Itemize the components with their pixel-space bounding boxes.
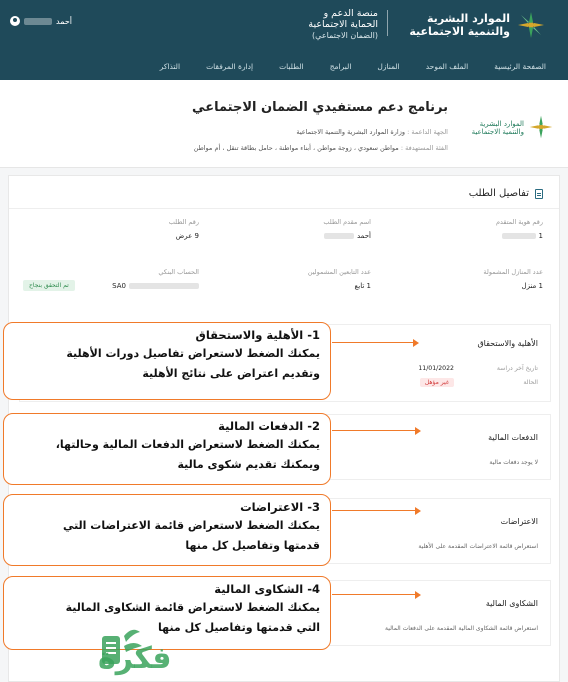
applicant-id-value bbox=[496, 232, 543, 240]
brand-separator bbox=[387, 10, 388, 36]
platform-brand bbox=[308, 8, 378, 41]
callout-title: 2- الدفعات المالية bbox=[218, 419, 320, 433]
callout-line: قدمتها وتفاصيل كل منها bbox=[185, 539, 320, 552]
entity-label: الجهة الداعمة : bbox=[407, 128, 448, 136]
fikra-watermark-logo bbox=[6, 622, 172, 678]
bank-label: الحساب البنكي bbox=[158, 268, 199, 276]
request-no-label: رقم الطلب bbox=[168, 218, 199, 226]
homes-label: عدد المنازل المشمولة bbox=[483, 268, 543, 276]
applicant-name-label: اسم مقدم الطلب bbox=[323, 218, 371, 226]
eligibility-date-value: 11/01/2022 bbox=[418, 365, 454, 372]
card-title: تفاصيل الطلب bbox=[468, 188, 529, 199]
verified-badge: تم التحقق بنجاح bbox=[23, 280, 75, 291]
callout-payments bbox=[3, 413, 331, 485]
platform-line-2: الحماية الاجتماعية bbox=[308, 19, 378, 30]
field-bank-account bbox=[112, 268, 199, 290]
callout-arrow bbox=[332, 430, 416, 431]
nav-homes[interactable]: المنازل bbox=[377, 62, 400, 71]
brand-line-2: والتنمية الاجتماعية bbox=[409, 25, 510, 38]
field-request-no bbox=[169, 218, 199, 240]
eligibility-date-label: تاريخ آخر دراسة bbox=[496, 365, 538, 372]
callout-line: يمكنك الضغط لاستعراض قائمة الشكاوى المالية bbox=[65, 601, 320, 614]
program-brand bbox=[464, 120, 524, 136]
payments-text: لا يوجد دفعات مالية bbox=[489, 459, 538, 466]
eligibility-status-label: الحالة bbox=[523, 379, 538, 386]
callout-arrow bbox=[332, 342, 414, 343]
callout-arrow bbox=[332, 594, 416, 595]
request-no-value: 9 عرض bbox=[175, 232, 199, 240]
user-name: أحمد bbox=[56, 16, 72, 26]
card-divider bbox=[9, 208, 559, 209]
program-header bbox=[0, 80, 568, 168]
nav-requests[interactable]: الطلبات bbox=[279, 62, 304, 71]
eligibility-title: الأهلية والاستحقاق bbox=[477, 339, 538, 348]
bank-text: SA0 bbox=[112, 282, 126, 290]
callout-arrow bbox=[332, 510, 416, 511]
nav-home[interactable]: الصفحة الرئيسية bbox=[494, 62, 546, 71]
callout-objections bbox=[3, 494, 331, 566]
program-logo-icon bbox=[528, 114, 554, 140]
platform-sub: (الضمان الاجتماعي) bbox=[312, 31, 378, 40]
payments-title: الدفعات المالية bbox=[488, 433, 538, 442]
redacted-bar bbox=[502, 233, 536, 239]
applicant-id-text: 1 bbox=[538, 232, 543, 240]
bank-value bbox=[112, 282, 199, 290]
target-value: مواطن سعودي ، زوجة مواطن ، أبناء مواطنة ، حامل بطاقة تنقل ، أم مواطن bbox=[193, 144, 399, 152]
brand-line-1: الموارد البشرية bbox=[427, 12, 510, 25]
top-header bbox=[0, 0, 568, 80]
program-brand-line-1: الموارد البشرية bbox=[479, 120, 524, 128]
field-followers bbox=[308, 268, 371, 290]
callout-title: 3- الاعتراضات bbox=[240, 500, 320, 514]
field-applicant-id bbox=[496, 218, 543, 240]
nav-attachments[interactable]: إدارة المرفقات bbox=[206, 62, 254, 71]
followers-label: عدد التابعين المشمولين bbox=[307, 268, 371, 276]
eligibility-status-badge: غير مؤهل bbox=[420, 378, 454, 387]
complaints-title: الشكاوى المالية bbox=[485, 599, 538, 608]
nav-programs[interactable]: البرامج bbox=[329, 62, 352, 71]
field-applicant-name bbox=[323, 218, 371, 240]
callout-line: يمكنك الضغط لاستعراض قائمة الاعتراضات التي bbox=[62, 519, 320, 532]
program-brand-line-2: والتنمية الاجتماعية bbox=[471, 128, 524, 136]
main-nav bbox=[160, 62, 546, 71]
callout-title: 4- الشكاوى المالية bbox=[214, 582, 320, 596]
callout-eligibility bbox=[3, 322, 331, 400]
ministry-brand bbox=[409, 12, 510, 38]
callout-line: يمكنك الضغط لاستعراض الدفعات المالية وحالتها، bbox=[55, 438, 320, 451]
objections-title: الاعتراضات bbox=[500, 517, 538, 526]
nav-tickets[interactable]: التذاكر bbox=[159, 62, 181, 71]
followers-value: 1 تابع bbox=[354, 282, 371, 290]
redacted-bar bbox=[324, 233, 354, 239]
applicant-id-label: رقم هوية المتقدم bbox=[495, 218, 543, 226]
callout-line: وتقديم اعتراض على نتائج الأهلية bbox=[142, 367, 320, 380]
callout-title: 1- الأهلية والاستحقاق bbox=[195, 328, 320, 342]
redacted-bar bbox=[129, 283, 199, 289]
applicant-name-text: أحمد bbox=[357, 232, 371, 240]
field-homes bbox=[483, 268, 543, 290]
callout-line: ويمكنك تقديم شكوى مالية bbox=[177, 458, 320, 471]
objections-text: استعراض قائمة الاعتراضات المقدمة على الأهلية bbox=[418, 543, 538, 550]
document-icon bbox=[535, 189, 543, 199]
target-group bbox=[194, 144, 448, 152]
entity-value: وزارة الموارد البشرية والتنمية الاجتماعية bbox=[296, 128, 405, 136]
callout-line: يمكنك الضغط لاستعراض تفاصيل دورات الأهلية bbox=[66, 347, 320, 360]
supporting-entity bbox=[296, 128, 448, 136]
complaints-text: استعراض قائمة الشكاوى المالية المقدمة على الدفعات المالية bbox=[385, 625, 538, 632]
user-icon bbox=[10, 16, 20, 26]
user-name-redacted bbox=[24, 18, 52, 25]
target-label: الفئة المستهدفة : bbox=[400, 144, 448, 152]
watermark-text: فكرة bbox=[98, 641, 172, 676]
callout-line: التي قدمتها وتفاصيل كل منها bbox=[158, 621, 320, 634]
platform-line-1: منصة الدعم و bbox=[323, 8, 378, 19]
card-header bbox=[469, 188, 543, 199]
nav-unified-file[interactable]: الملف الموحد bbox=[425, 62, 469, 71]
user-menu[interactable] bbox=[10, 16, 72, 26]
applicant-name-value bbox=[323, 232, 371, 240]
page-title: برنامج دعم مستفيدي الضمان الاجتماعي bbox=[192, 100, 448, 115]
homes-value: 1 منزل bbox=[521, 282, 543, 290]
ministry-logo-icon bbox=[516, 10, 546, 40]
